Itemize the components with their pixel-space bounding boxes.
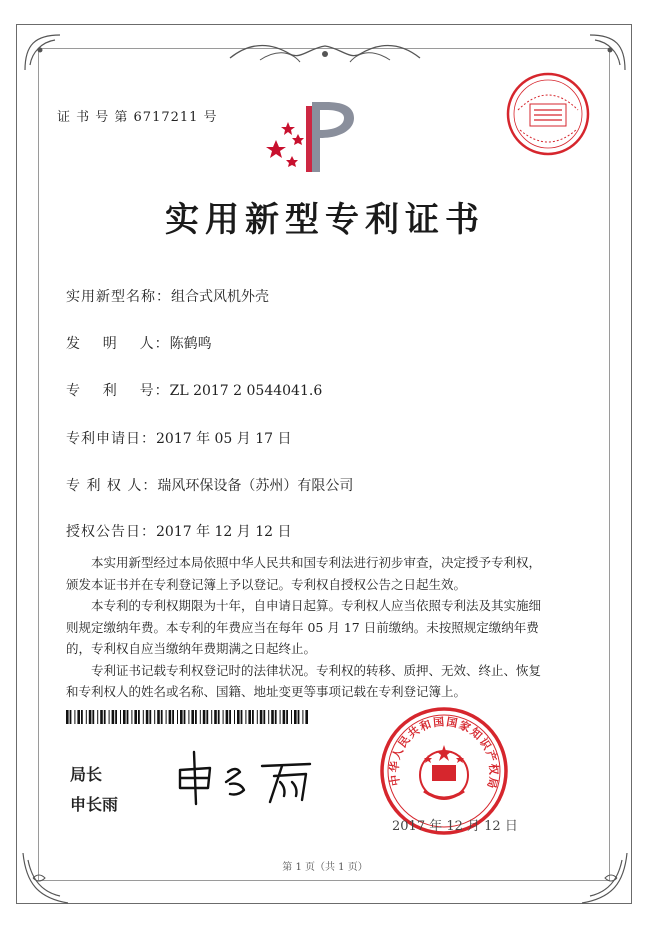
field-label: 实用新型名称： [66, 289, 171, 305]
field-value: 陈鹤鸣 [169, 336, 212, 352]
field-label: 专 利 权 人： [66, 478, 158, 494]
field-value: 瑞风环保设备（苏州）有限公司 [157, 478, 354, 494]
page-footer: 第 1 页（共 1 页） [282, 862, 368, 873]
director-name: 申长雨 [70, 795, 119, 814]
field-value: 2017 年 05 月 17 日 [156, 431, 292, 447]
director-title: 局长 [70, 765, 103, 784]
field-value: 组合式风机外壳 [171, 289, 269, 305]
patent-office-logo [262, 96, 366, 176]
barcode [66, 710, 308, 724]
corner-ornament-tl [20, 30, 70, 80]
certificate-body [66, 552, 550, 703]
body-paragraph-3: 专利证书记载专利权登记时的法律状况。专利权的转移、质押、无效、终止、恢复和专利权人的姓名或名称、国籍、地址变更等事项记载在专利登记簿上。 [66, 662, 542, 699]
field-patentee [66, 475, 353, 495]
corner-ornament-br [572, 848, 632, 908]
certificate-number: 证 书 号 第 6717211 号 [57, 110, 218, 125]
field-utility-model-name [66, 286, 269, 306]
field-value: 2017 年 12 月 12 日 [156, 524, 292, 540]
issue-date: 2017 年 12 月 12 日 [392, 819, 518, 834]
field-label: 专 利 号： [66, 383, 170, 399]
field-patent-number [66, 380, 322, 400]
field-label: 授权公告日： [66, 524, 156, 540]
certificate-title: 实用新型专利证书 [165, 200, 485, 240]
field-label: 发 明 人： [66, 336, 170, 352]
field-inventor [66, 333, 212, 353]
body-paragraph-1: 本实用新型经过本局依照中华人民共和国专利法进行初步审查，决定授予专利权，颁发本证书并在专利登记簿上予以登记。专利权自授权公告之日起生效。 [66, 555, 542, 592]
field-grant-date [66, 521, 292, 541]
agency-seal [504, 70, 592, 158]
top-ornament [220, 40, 430, 70]
field-label: 专利申请日： [66, 431, 156, 447]
seal-text: 中华人民共和国国家知识产权局 [387, 715, 501, 792]
director-signature [170, 742, 320, 812]
field-value: ZL 2017 2 0544041.6 [169, 383, 323, 399]
field-application-date [66, 428, 292, 448]
body-paragraph-2: 本专利的专利权期限为十年，自申请日起算。专利权人应当依照专利法及其实施细则规定缴纳年费。本专利的年费应当在每年 05 月 17 日前缴纳。未按照规定缴纳年费的，专利权自应当缴纳年费期满之日起终止。 [66, 598, 542, 656]
corner-ornament-bl [18, 848, 78, 908]
